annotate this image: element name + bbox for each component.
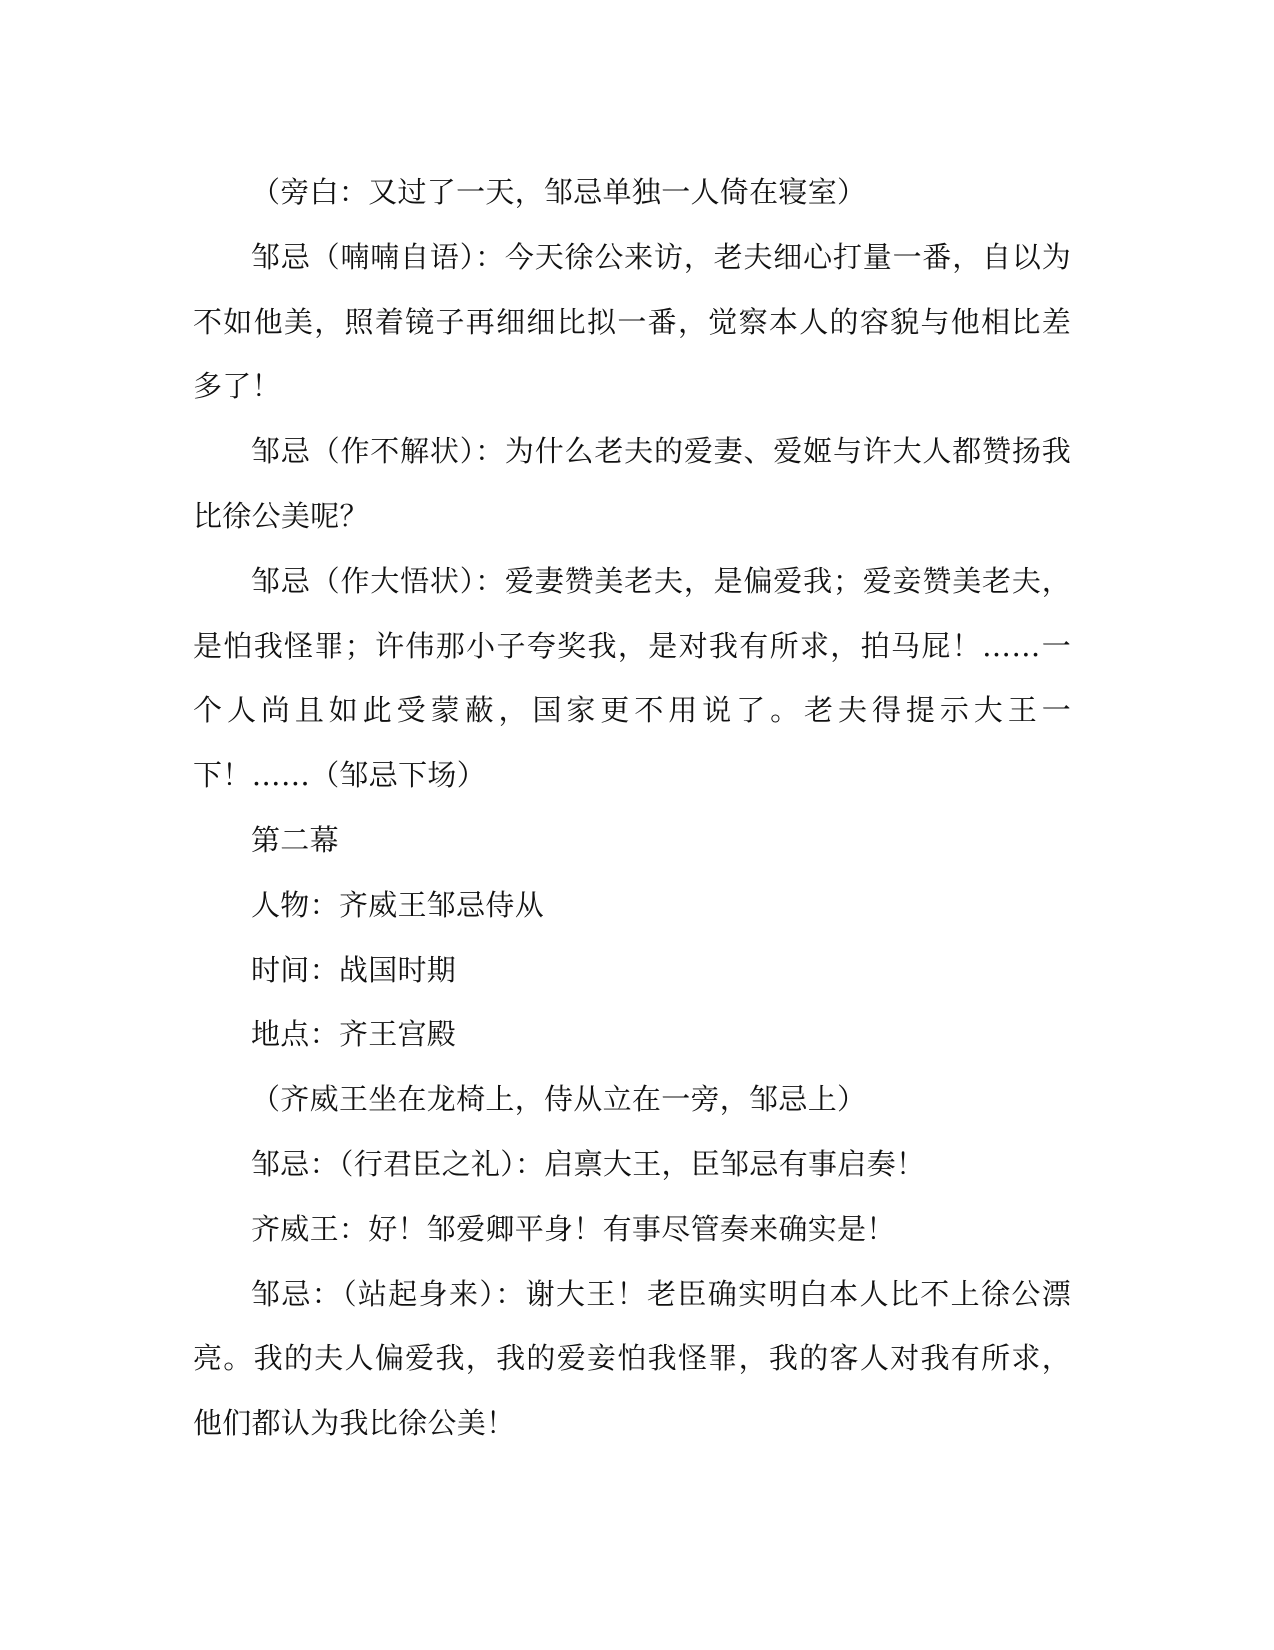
stage-direction: （齐威王坐在龙椅上，侍从立在一旁，邹忌上） [251,1082,867,1117]
dialogue-paragraph: 邹忌（喃喃自语）：今天徐公来访，老夫细心打量一番，自以为不如他美，照着镜子再细细比拟一番，觉察本人的容貌与他相比差多了！ [193,239,1071,404]
act-heading: 第二幕 [251,822,339,857]
narration-paragraph: （旁白：又过了一天，邹忌单独一人倚在寝室） [251,175,867,209]
dialogue-paragraph: 邹忌：（站起身来）：谢大王！老臣确实明白本人比不上徐公漂亮。我的夫人偏爱我，我的爱妾怕我怪罪，我的客人对我有所求，他们都认为我比徐公美！ [193,1276,1071,1441]
dialogue-paragraph: 齐威王：好！邹爱卿平身！有事尽管奏来确实是！ [251,1211,896,1246]
dialogue-paragraph: 邹忌（作不解状）：为什么老夫的爱妻、爱姬与许大人都赞扬我比徐公美呢？ [193,434,1071,533]
dialogue-paragraph: 邹忌（作大悟状）：爱妻赞美老夫，是偏爱我；爱妾赞美老夫，是怕我怪罪；许伟那小子夸奖我，是对我有所求，拍马屁！……一个人尚且如此受蒙蔽，国家更不用说了。老夫得提示大王一下！……（邹忌下场） [193,563,1071,793]
dialogue-paragraph: 邹忌：（行君臣之礼）：启禀大王，臣邹忌有事启奏！ [251,1146,926,1181]
place-line: 地点：齐王宫殿 [251,1017,457,1052]
time-line: 时间：战国时期 [251,952,457,987]
document-body [193,160,1071,1456]
characters-line: 人物：齐威王邹忌侍从 [251,887,545,922]
